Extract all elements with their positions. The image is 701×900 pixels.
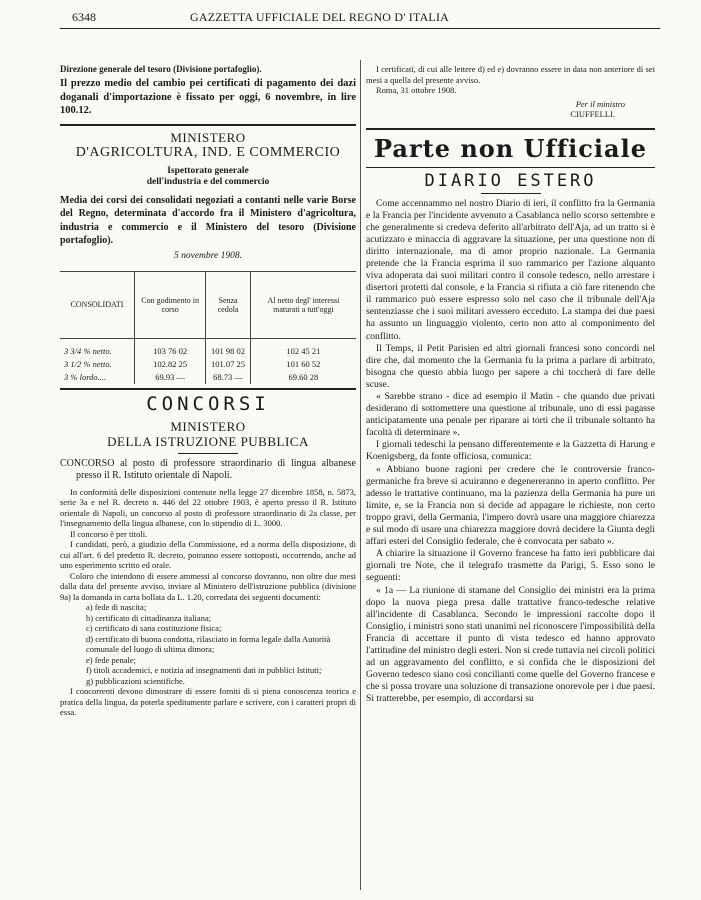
rates-table — [60, 271, 356, 384]
section-rule — [60, 388, 356, 390]
table-cell: 103 76 02 — [135, 345, 206, 358]
media-date: 5 novembre 1908. — [174, 250, 242, 261]
list-item: e) fede penale; — [86, 654, 137, 665]
row-label: 3 1/2 % netto. — [60, 358, 135, 371]
diario-para7: « 1a — La riunione di stamane del Consiglio dei ministri era la prima dopo la nuova piega presa dalle trattative franco-tedesche relative all'incidente di Casablanca. Secondo le impressioni raccolte dopo il Consiglio, i ministri sono stati unanimi nel riconoscere l'impossibilità della Francia di accettare il punto di vista tedesco ed hanno approvato l'attitudine del ministro degli esteri. Non si crede tuttavia nei circoli politici ad un aggravamento del conflitto, e si confida che le disposizioni del Governo tedesco siano così concilianti come quelle del Governo francese e che si possa trovare una soluzione di transazione onorevole per i due paesi. Si tratterebbe, per esempio, di accordarsi su — [366, 584, 655, 705]
concorsi-title: CONCORSI — [146, 392, 270, 415]
media-text: Media dei corsi dei consolidati negoziati a contanti nelle varie Borse del Regno, determinata d'accordo fra il Ministero d'agricoltura, industria e commercio e il Ministero del tesoro (Divisione portafoglio). — [60, 194, 356, 246]
row-label: 3 % lordo.... — [60, 371, 135, 384]
list-item: c) certificato di sana costituzione fisica; — [86, 623, 222, 633]
short-rule — [481, 193, 541, 194]
col-senza-cedola: Senza cedola — [206, 271, 251, 338]
col-godimento: Con godimento in corso — [135, 271, 206, 338]
per-ministro: Per il ministro — [575, 98, 625, 109]
column-divider — [360, 60, 361, 890]
col-netto: Al netto degl' interessi maturati a tutt'oggi — [267, 295, 340, 314]
col-consolidati: CONSOLIDATI — [60, 271, 135, 338]
diario-para1: Come accennammo nel nostro Diario di ieri, il conflitto fra la Germania e la Francia per l'incidente avvenuto a Casablanca nello scorso settembre e che generalmente si credeva deferito all'arbitrato dell'Aja, ad un tratto si è acutizzato e minaccia di aggravare la situazione, per una questione non di diritto internazionale, ma di amor proprio nazionale. La Germania pretende che la Francia esprima il suo rammarico per l'azione alquanto viva adoperata dai suoi militari contro il console tedesco, nello arrestare i disertori protetti dal console, e la Francia si rifiuta a ciò fare ritenendo che il rammarico può essere espresso solo nel caso che il tribunale dell'Aja sentenziasse che i suoi militari avessero ecceduto. La stampa dei due paesi ha assunto un linguaggio violento, certo non atto al componimento del conflitto. — [366, 197, 655, 342]
roma-date: Roma, 31 ottobre 1908. — [376, 85, 457, 95]
concorso-intro: CONCORSO al posto di professore straordinario di lingua albanese presso il R. Istituto orientale di Napoli. — [60, 457, 356, 481]
ministero-label: MINISTERO — [170, 418, 246, 434]
table-cell: 101 60 52 — [286, 359, 321, 369]
tesoro-heading: Direzione generale del tesoro (Divisione portafoglio). — [60, 64, 262, 74]
concorso-p3: I candidati, però, a giudizio della Commissione, ed a norma della disposizione, di cui all'art. 6 del predetto R. decreto, potranno essere sottoposti, occorrendo, anche ad uno esperimento scritto ed orale. — [60, 539, 356, 570]
gazette-title: GAZZETTA UFFICIALE DEL REGNO D' ITALIA — [190, 10, 450, 24]
tesoro-text: Il prezzo medio del cambio pei certificati di pagamento dei dazi doganali d'importazione è fissato per oggi, 6 novembre, in lire 100.12. — [60, 78, 356, 116]
table-cell: 69.60 28 — [288, 372, 319, 382]
page-header — [60, 8, 660, 29]
ministry-label: MINISTERO — [170, 129, 246, 145]
diario-title: DIARIO ESTERO — [424, 170, 597, 191]
section-rule — [60, 124, 356, 126]
list-item: f) titoli accademici, e notizia ad insegnamenti dati in pubblici Istituti; — [86, 665, 322, 675]
diario-para2: Il Temps, il Petit Parisien ed altri giornali francesi sono concordi nel dire che, dal momento che la Germania fu la prima a parlare di arbitrato, bisogna che questo abbia luogo per sapere a chi toccherà di fare delle scuse. — [366, 342, 655, 390]
concorso-p1: In conformità delle disposizioni contenute nella legge 27 dicembre 1858, n. 5873, serie 3a e nel R. decreto n. 446 del 22 ottobre 1903, è aperto presso il R. Istituto orientale di Napoli, un concorso al posto di professore straordinario di 2a classe, per l'insegnamento della lingua albanese, con lo stipendio di L. 3000. — [60, 486, 356, 528]
ispettorato-line2: dell'industria e del commercio — [146, 176, 270, 187]
table-cell: 102.82 25 — [135, 358, 206, 371]
row-label: 3 3/4 % netto. — [60, 345, 135, 358]
table-row — [60, 358, 356, 371]
diario-para5: « Abbiano buone ragioni per credere che le controversie franco-germaniche fra breve si acuiranno e degenereranno in aperto conflitto. Per adesso le trattative continuano, ma la pazienza della Germania ha pure un limite, e, se la Francia non si decide ad appagare le richieste, non certo troppo gravi, della Germania, l'impero dovrà usare una maggiore chiarezza e sul modo di usare una chiarezza maggiore dovrà decidere la Giunta degli affari esteri del Consiglio federale, che è convocata per sabato ». — [366, 463, 655, 548]
table-cell: 101 98 02 — [206, 345, 251, 358]
ispettorato-line1: Ispettorato generale — [167, 165, 249, 176]
diario-para3: « Sarebbe strano - dice ad esempio il Matin - che quando due privati desiderano di sottomettere una questione al tribunale, uno di essi pagasse anticipatamente una penale per riparare ai torti che il tribunale soltanto ha facoltà di determinare ». — [366, 391, 655, 439]
table-cell: 69.93 — — [135, 371, 206, 384]
table-cell: 101.07 25 — [206, 358, 251, 371]
istruzione-name: DELLA ISTRUZIONE PUBBLICA — [107, 433, 309, 449]
list-item: b) certificato di cittadinanza italiana; — [86, 612, 212, 623]
parte-title: Parte non Ufficiale — [374, 133, 647, 163]
ministry-name: D'AGRICOLTURA, IND. E COMMERCIO — [75, 144, 341, 160]
table-cell: 102 45 21 — [286, 346, 321, 356]
page-number: 6348 — [72, 10, 96, 24]
diario-para6: A chiarire la situazione il Governo francese ha fatto ieri pubblicare dai giornali tre Note, che il telegrafo trasmette da Parigi, 5. Esso sono le seguenti: — [366, 548, 655, 584]
list-item: a) fede di nascita; — [86, 602, 147, 612]
concorso-p5: I concorrenti devono dimostrare di essere forniti di si piena conoscenza teorica e pratica della lingua, da poterla speditamente parlare e scrivere, con i caratteri propri di essa. — [60, 686, 356, 717]
cert-text: I certificati, di cui alle lettere d) ed e) dovranno essere in data non anteriore di sei mesi a quella del presente avviso. — [366, 64, 655, 85]
diario-para4: I giornali tedeschi la pensano differentemente e la Gazzetta di Harung e Koenigsberg, da fonte officiosa, comunica: — [366, 439, 655, 463]
table-row — [60, 345, 356, 358]
list-item: d) certificato di buona condotta, rilasciato in forma legale dalla Autorità comunale del luogo di ultima dimora; — [86, 633, 331, 654]
signature: CIUFFELLI. — [570, 109, 615, 119]
list-item: g) pubblicazioni scientifiche. — [86, 675, 185, 686]
short-rule — [178, 453, 238, 454]
section-rule — [366, 167, 655, 168]
section-rule — [366, 128, 655, 130]
table-cell: 68.73 — — [206, 371, 251, 384]
right-column — [366, 64, 655, 705]
left-column — [60, 64, 356, 718]
concorso-p4: Coloro che intendono di essere ammessi al concorso dovranno, non oltre due mesi dalla data del presente avviso, inviare al Ministero dell'istruzione pubblica (divisione 9a) la domanda in carta bollata da L. 1.20, corredata dei seguenti documenti: — [60, 570, 356, 602]
rates-header-row — [60, 271, 356, 338]
concorso-p2: Il concorso è per titoli. — [70, 528, 148, 539]
table-row — [60, 371, 356, 384]
